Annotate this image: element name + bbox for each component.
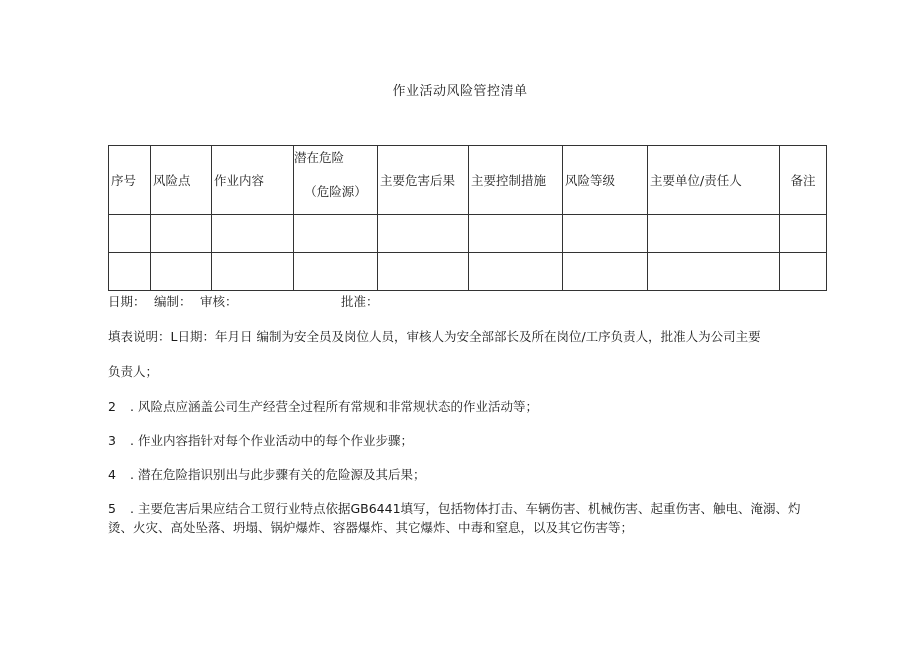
header-remark: 备注 bbox=[790, 173, 816, 188]
header-seq: 序号 bbox=[111, 173, 137, 188]
reviewed-by-label: 审核： bbox=[200, 294, 238, 309]
table-header-row bbox=[109, 146, 827, 215]
header-control-measures: 主要控制措施 bbox=[471, 173, 547, 188]
note-text: . 作业内容指针对每个作业活动中的每个作业步骤； bbox=[130, 433, 413, 448]
table-cell[interactable] bbox=[469, 215, 563, 253]
header-hazard-line1: 潜在危险 bbox=[294, 150, 345, 165]
note-number: 3 bbox=[108, 433, 116, 448]
note-text: . 风险点应涵盖公司生产经营全过程所有常规和非常规状态的作业活动等； bbox=[130, 399, 538, 414]
table-row bbox=[109, 215, 827, 253]
note-item-2 bbox=[108, 397, 538, 415]
note-number: 2 bbox=[108, 399, 116, 414]
table-cell[interactable] bbox=[378, 253, 469, 291]
note-text: . 主要危害后果应结合工贸行业特点依据GB6441填写，包括物体打击、车辆伤害、机械伤害、起重伤害、触电、淹溺、灼 bbox=[130, 501, 801, 516]
table-cell[interactable] bbox=[563, 215, 648, 253]
table-cell[interactable] bbox=[109, 215, 151, 253]
approved-by-label: 批准： bbox=[341, 294, 379, 309]
table-cell[interactable] bbox=[563, 253, 648, 291]
table-cell[interactable] bbox=[212, 215, 294, 253]
date-label: 日期： bbox=[108, 294, 146, 309]
table-cell[interactable] bbox=[648, 253, 780, 291]
note-item-5 bbox=[108, 499, 801, 517]
table-cell[interactable] bbox=[294, 215, 378, 253]
header-consequence: 主要危害后果 bbox=[380, 173, 456, 188]
risk-control-table bbox=[108, 145, 827, 291]
header-hazard-line2: （危险源） bbox=[304, 184, 367, 199]
table-cell[interactable] bbox=[151, 253, 212, 291]
notes-intro-continued: 负责人； bbox=[108, 364, 159, 379]
header-responsible: 主要单位/责任人 bbox=[650, 173, 742, 188]
table-row bbox=[109, 253, 827, 291]
note-item-4 bbox=[108, 465, 425, 483]
table-cell[interactable] bbox=[212, 253, 294, 291]
table-cell[interactable] bbox=[378, 215, 469, 253]
table-cell[interactable] bbox=[469, 253, 563, 291]
table-cell[interactable] bbox=[780, 253, 827, 291]
note-number: 4 bbox=[108, 467, 116, 482]
table-cell[interactable] bbox=[109, 253, 151, 291]
note-item-3 bbox=[108, 431, 413, 449]
note-text: . 潜在危险指识别出与此步骤有关的危险源及其后果； bbox=[130, 467, 426, 482]
header-risk-level: 风险等级 bbox=[565, 173, 616, 188]
header-risk-point: 风险点 bbox=[153, 173, 191, 188]
table-cell[interactable] bbox=[294, 253, 378, 291]
table-cell[interactable] bbox=[151, 215, 212, 253]
table-cell[interactable] bbox=[780, 215, 827, 253]
note-number: 5 bbox=[108, 501, 116, 516]
table-cell[interactable] bbox=[648, 215, 780, 253]
header-hazard bbox=[294, 146, 377, 214]
notes-intro: 填表说明：L日期：年月日 编制为安全员及岗位人员，审核人为安全部部长及所在岗位/工序负责人，批准人为公司主要 bbox=[108, 329, 761, 344]
page-title: 作业活动风险管控清单 bbox=[392, 84, 528, 99]
note-item-5-continued: 烫、火灾、高处坠落、坍塌、锅炉爆炸、容器爆炸、其它爆炸、中毒和窒息，以及其它伤害等； bbox=[108, 520, 634, 535]
prepared-by-label: 编制： bbox=[154, 294, 192, 309]
header-work-content: 作业内容 bbox=[214, 173, 265, 188]
